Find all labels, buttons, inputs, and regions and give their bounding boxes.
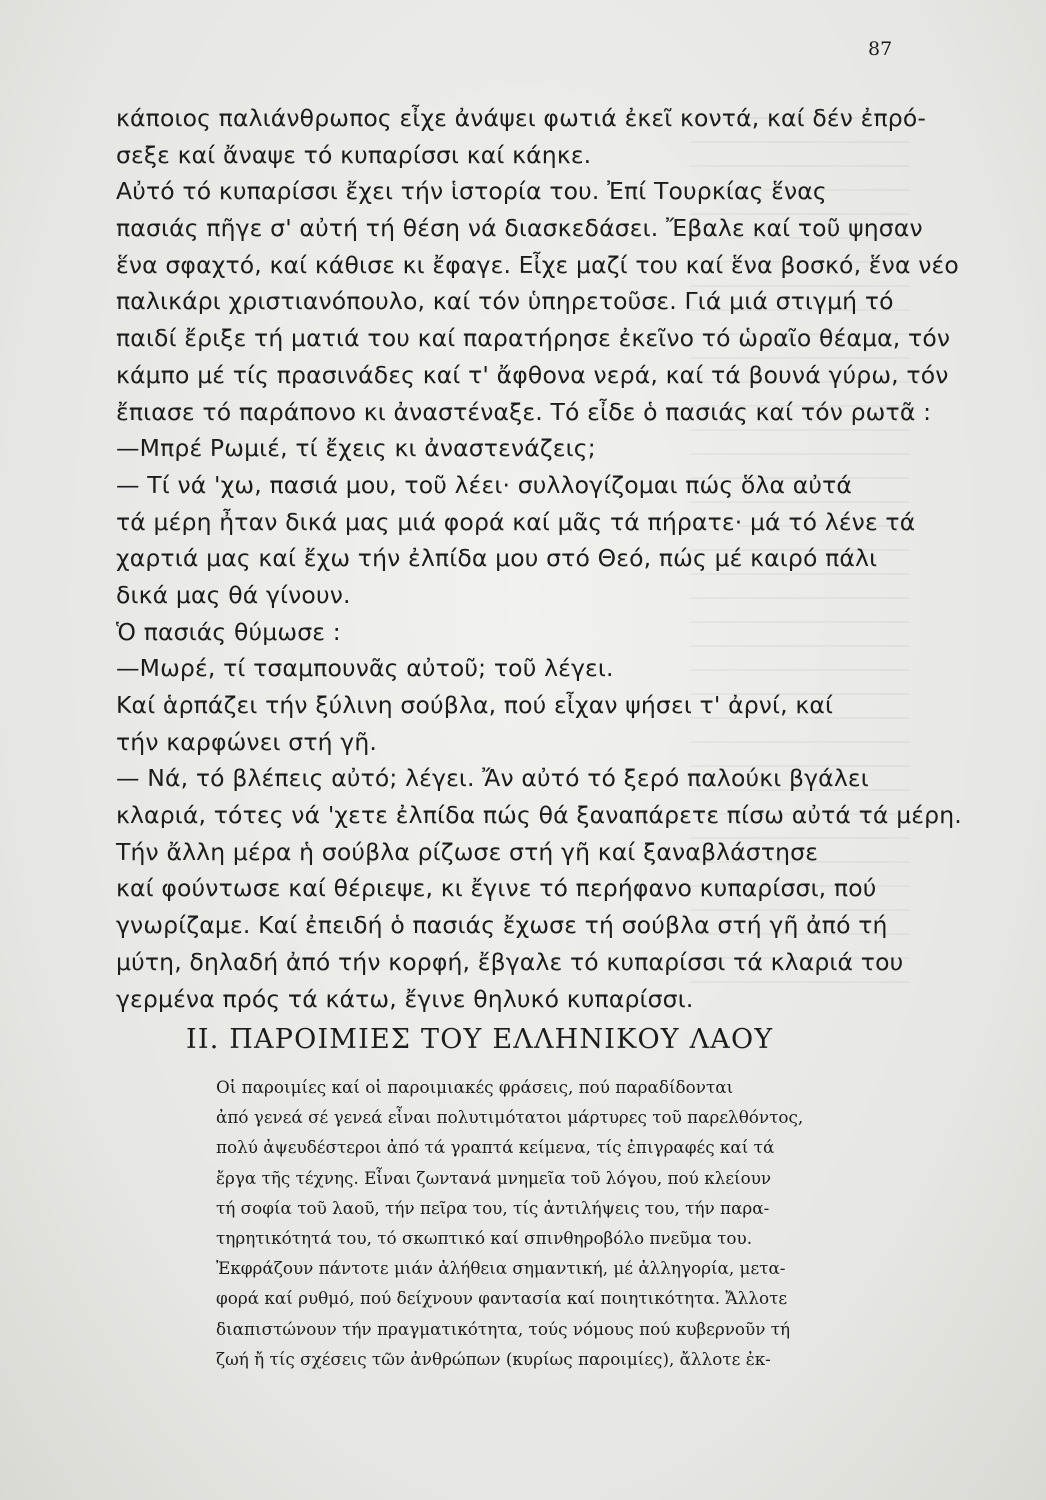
text-line: κάποιος παλιάνθρωπος εἶχε ἀνάψει φωτιά ἐκεῖ κοντά, καί δέν ἐπρό- — [116, 104, 926, 132]
text-line: μύτη, δηλαδή ἀπό τήν κορφή, ἔβγαλε τό κυπαρίσσι τά κλαριά του — [116, 947, 904, 976]
page-number: 87 — [868, 38, 893, 60]
text-line: τή σοφία τοῦ λαοῦ, τήν πεῖρα του, τίς ἀντιλήψεις του, τήν παρα- — [216, 1197, 770, 1218]
text-line: — Τί νά 'χω, πασιά μου, τοῦ λέει· συλλογίζομαι πώς ὅλα αὐτά — [116, 470, 853, 499]
text-line: ζωή ἤ τίς σχέσεις τῶν ἀνθρώπων (κυρίως παροιμίες), ἄλλοτε ἐκ- — [216, 1348, 771, 1369]
text-line: Ὁ πασιάς θύμωσε : — [116, 617, 341, 646]
text-line: καί φούντωσε καί θέριεψε, κι ἔγινε τό περήφανο κυπαρίσσι, πού — [116, 874, 877, 903]
text-line: σεξε καί ἄναψε τό κυπαρίσσι καί κάηκε. — [116, 140, 592, 169]
text-line: παλικάρι χριστιανόπουλο, καί τόν ὑπηρετοῦσε. Γιά μιά στιγμή τό — [116, 287, 894, 316]
text-line: πασιάς πῆγε σ' αὐτή τή θέση νά διασκεδάσει. Ἔβαλε καί τοῦ ψησαν — [116, 214, 923, 243]
section-text — [216, 1072, 906, 1374]
text-line: ἕνα σφαχτό, καί κάθισε κι ἔφαγε. Εἶχε μαζί του καί ἕνα βοσκό, ἕνα νέο — [116, 250, 959, 279]
text-line: Οἱ παροιμίες καί οἱ παροιμιακές φράσεις, πού παραδίδονται — [216, 1077, 734, 1097]
text-line: φορά καί ρυθμό, πού δείχνουν φαντασία καί ποιητικότητα. Ἄλλοτε — [216, 1288, 788, 1309]
text-line: Αὐτό τό κυπαρίσσι ἔχει τήν ἱστορία του. Ἐπί Τουρκίας ἕνας — [116, 177, 827, 206]
text-line: ἔργα τῆς τέχνης. Εἶναι ζωντανά μνημεῖα τοῦ λόγου, πού κλείουν — [216, 1167, 772, 1188]
text-line: κλαριά, τότες νά 'χετε ἐλπίδα πώς θά ξαναπάρετε πίσω αὐτά τά μέρη. — [116, 801, 962, 830]
text-line: πολύ ἀψευδέστεροι ἀπό τά γραπτά κείμενα, τίς ἐπιγραφές καί τά — [216, 1137, 775, 1158]
text-line: ἀπό γενεά σέ γενεά εἶναι πολυτιμότατοι μάρτυρες τοῦ παρελθόντος, — [216, 1107, 804, 1128]
text-line: γνωρίζαμε. Καί ἐπειδή ὁ πασιάς ἔχωσε τή σούβλα στή γῆ ἀπό τή — [116, 911, 888, 940]
text-line: κάμπο μέ τίς πρασινάδες καί τ' ἄφθονα νερά, καί τά βουνά γύρω, τόν — [116, 360, 949, 389]
text-line: διαπιστώνουν τήν πραγματικότητα, τούς νόμους πού κυβερνοῦν τή — [216, 1318, 791, 1339]
story-text — [116, 100, 962, 1017]
text-line: γερμένα πρός τά κάτω, ἔγινε θηλυκό κυπαρίσσι. — [116, 984, 694, 1013]
text-line: δικά μας θά γίνουν. — [116, 580, 351, 609]
text-line: —Μωρέ, τί τσαμπουνᾶς αὐτοῦ; τοῦ λέγει. — [116, 654, 614, 683]
text-line: χαρτιά μας καί ἔχω τήν ἐλπίδα μου στό Θεό, πώς μέ καιρό πάλι — [116, 544, 878, 573]
text-line: —Μπρέ Ρωμιέ, τί ἔχεις κι ἀναστενάζεις; — [116, 434, 596, 463]
text-line: — Νά, τό βλέπεις αὐτό; λέγει. Ἄν αὐτό τό ξερό παλούκι βγάλει — [116, 764, 869, 793]
text-line: τά μέρη ἦταν δικά μας μιά φορά καί μᾶς τά πήρατε· μά τό λένε τά — [116, 507, 916, 536]
section-heading: II. ΠΑΡΟΙΜΙΕΣ ΤΟΥ ΕΛΛΗΝΙΚΟΥ ΛΑΟΥ — [186, 1024, 774, 1055]
text-line: Τήν ἄλλη μέρα ἡ σούβλα ρίζωσε στή γῆ καί ξαναβλάστησε — [116, 837, 819, 866]
text-line: παιδί ἔριξε τή ματιά του καί παρατήρησε ἐκεῖνο τό ὡραῖο θέαμα, τόν — [116, 324, 951, 353]
text-line: ἔπιασε τό παράπονο κι ἀναστέναξε. Τό εἶδε ὁ πασιάς καί τόν ρωτᾶ : — [116, 397, 932, 426]
text-line: Ἐκφράζουν πάντοτε μιάν ἀλήθεια σημαντική, μέ ἀλληγορία, μετα- — [216, 1258, 786, 1279]
text-line: Καί ἁρπάζει τήν ξύλινη σούβλα, πού εἶχαν ψήσει τ' ἀρνί, καί — [116, 691, 834, 719]
text-line: τηρητικότητά του, τό σκωπτικό καί σπινθηροβόλο πνεῦμα του. — [216, 1227, 753, 1248]
text-line: τήν καρφώνει στή γῆ. — [116, 727, 378, 756]
